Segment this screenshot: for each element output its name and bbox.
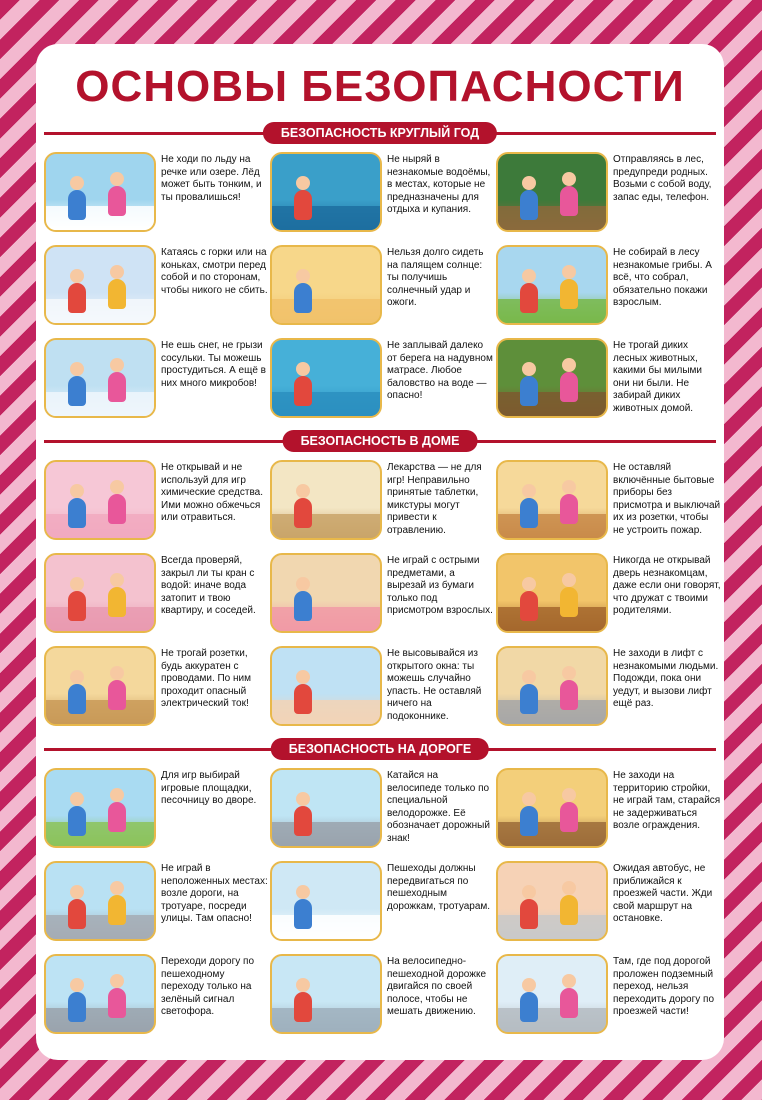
child-figure (520, 992, 538, 1022)
tip-text: Не играй в неположенных местах: возле дороги, на тротуаре, посреди улицы. Там опасно! (161, 863, 268, 924)
tip-item (270, 768, 492, 854)
child-figure (68, 283, 86, 313)
child-figure (68, 684, 86, 714)
forest-hike-picture (496, 152, 608, 232)
illustration-ground (46, 299, 154, 323)
tip-text: Не ходи по льду на речке или озере. Лёд может быть тонким, и ты провалишься! (161, 154, 262, 203)
tip-item (496, 152, 718, 238)
illustration-ground (498, 392, 606, 416)
illustration-ground (46, 915, 154, 939)
child-figure (108, 279, 126, 309)
child-figure (108, 988, 126, 1018)
child-figure (68, 376, 86, 406)
child-figure (560, 895, 578, 925)
section-label: БЕЗОПАСНОСТЬ КРУГЛЫЙ ГОД (263, 122, 497, 144)
tip-item (44, 245, 266, 331)
section-label: БЕЗОПАСНОСТЬ В ДОМЕ (283, 430, 478, 452)
tip-text: На велосипедно-пешеходной дорожке двигайся по своей полосе, чтобы не мешать движению. (387, 956, 486, 1017)
child-figure (520, 283, 538, 313)
tip-text: Не ныряй в незнакомые водоёмы, в местах, которые не предназначены для отдыха и купания. (387, 154, 491, 215)
tip-item (270, 152, 492, 238)
illustration-ground (498, 915, 606, 939)
underpass-picture (496, 954, 608, 1034)
bus-stop-picture (496, 861, 608, 941)
child-figure (294, 376, 312, 406)
illustration-ground (46, 822, 154, 846)
tip-text: Не трогай розетки, будь аккуратен с проводами. По ним проходит опасный электрический ток! (161, 648, 252, 709)
tip-text: Отправляясь в лес, предупреди родных. Возьми с собой воду, запас еды, телефон. (613, 154, 712, 203)
scissors-picture (270, 553, 382, 633)
child-figure (520, 899, 538, 929)
child-figure (560, 802, 578, 832)
tip-text: Не заходи в лифт с незнакомыми людьми. Подожди, пока они уедут, и вызови лифт ещё раз. (613, 648, 719, 709)
child-figure (68, 498, 86, 528)
illustration-ground (272, 392, 380, 416)
child-figure (108, 494, 126, 524)
child-figure (294, 591, 312, 621)
illustration-ground (46, 392, 154, 416)
tip-item (270, 861, 492, 947)
illustration-ground (272, 299, 380, 323)
child-figure (520, 498, 538, 528)
child-figure (68, 899, 86, 929)
mushroom-picture (496, 245, 608, 325)
child-figure (294, 992, 312, 1022)
illustration-ground (46, 1008, 154, 1032)
tip-text: Для игр выбирай игровые площадки, песочницу во дворе. (161, 770, 257, 806)
cycle-lane-picture (270, 954, 382, 1034)
tip-item (270, 954, 492, 1040)
illustration-ground (46, 206, 154, 230)
window-picture (270, 646, 382, 726)
ice-skating-picture (44, 152, 156, 232)
tip-text: Не собирай в лесу незнакомые грибы. А всё, что собрал, обязательно покажи взрослым. (613, 247, 712, 308)
child-figure (294, 283, 312, 313)
illustration-ground (46, 514, 154, 538)
child-figure (294, 190, 312, 220)
snow-eating-picture (44, 338, 156, 418)
construction-picture (496, 768, 608, 848)
illustration-ground (498, 514, 606, 538)
child-figure (294, 498, 312, 528)
crosswalk-picture (44, 954, 156, 1034)
socket-picture (44, 646, 156, 726)
illustration-ground (272, 607, 380, 631)
air-mattress-picture (270, 338, 382, 418)
tip-item (496, 954, 718, 1040)
sledding-picture (44, 245, 156, 325)
tip-item (270, 245, 492, 331)
section-header-home (44, 430, 716, 452)
tip-item (44, 646, 266, 732)
diving-picture (270, 152, 382, 232)
illustration-ground (498, 206, 606, 230)
tip-text: Никогда не открывай дверь незнакомцам, даже если они говорят, что дружат с твоими родителями. (613, 555, 721, 616)
tip-text: Лекарства — не для игр! Неправильно принятые таблетки, микстуры могут привести к отравлению. (387, 462, 482, 536)
tip-item (270, 553, 492, 639)
tip-item (44, 861, 266, 947)
medicine-picture (270, 460, 382, 540)
tip-text: Не играй с острыми предметами, а вырезай из бумаги только под присмотром взрослых. (387, 555, 493, 616)
tip-item (44, 768, 266, 854)
section-label: БЕЗОПАСНОСТЬ НА ДОРОГЕ (271, 738, 489, 760)
child-figure (560, 279, 578, 309)
child-figure (108, 587, 126, 617)
illustration-ground (498, 822, 606, 846)
tip-item (496, 460, 721, 546)
elevator-picture (496, 646, 608, 726)
child-figure (68, 992, 86, 1022)
tip-text: Ожидая автобус, не приближайся к проезжей части. Жди свой маршрут на остановке. (613, 863, 713, 924)
child-figure (108, 680, 126, 710)
tip-item (44, 553, 266, 639)
road-ball-picture (44, 861, 156, 941)
tip-text: Не заплывай далеко от берега на надувном матрасе. Любое баловство на воде — опасно! (387, 340, 493, 401)
tip-text: Там, где под дорогой проложен подземный переход, нельзя переходить дорогу по проезжей части! (613, 956, 715, 1017)
tip-text: Не ешь снег, не грызи сосульки. Ты можешь простудиться. А ещё в них много микробов! (161, 340, 266, 389)
child-figure (520, 806, 538, 836)
tip-item (270, 646, 492, 732)
tip-text: Не открывай и не используй для игр химические средства. Ими можно обжечься или отравиться. (161, 462, 263, 523)
section-header-year-round (44, 122, 716, 144)
tip-item (496, 338, 718, 424)
page-title: ОСНОВЫ БЕЗОПАСНОСТИ (75, 62, 685, 111)
illustration-ground (272, 1008, 380, 1032)
illustration-ground (46, 607, 154, 631)
tip-text: Пешеходы должны передвигаться по пешеходным дорожкам, тротуарам. (387, 863, 491, 912)
tip-item (44, 152, 266, 238)
child-figure (108, 895, 126, 925)
iron-picture (496, 460, 608, 540)
chemicals-picture (44, 460, 156, 540)
tip-item (270, 338, 492, 424)
poster-card (36, 44, 724, 1060)
tip-item (44, 460, 266, 546)
tip-text: Всегда проверяй, закрыл ли ты кран с водой: иначе вода затопит и твою квартиру, и соседей. (161, 555, 256, 616)
tip-item (270, 460, 492, 546)
child-figure (560, 186, 578, 216)
illustration-ground (498, 299, 606, 323)
section-header-road (44, 738, 716, 760)
door-stranger-picture (496, 553, 608, 633)
illustration-ground (272, 514, 380, 538)
playground-picture (44, 768, 156, 848)
child-figure (560, 494, 578, 524)
tip-text: Нельзя долго сидеть на палящем солнце: ты получишь солнечный удар и ожоги. (387, 247, 484, 308)
illustration-ground (272, 822, 380, 846)
child-figure (560, 988, 578, 1018)
tip-item (44, 338, 266, 424)
child-figure (520, 591, 538, 621)
child-figure (560, 587, 578, 617)
tip-item (496, 553, 721, 639)
tip-text: Не заходи на территорию стройки, не играй там, старайся не задерживаться возле ограждения. (613, 770, 721, 831)
tip-text: Не трогай диких лесных животных, какими бы милыми они ни были. Не забирай диких животных домой. (613, 340, 702, 414)
child-figure (520, 190, 538, 220)
tip-item (496, 768, 721, 854)
wild-animal-picture (496, 338, 608, 418)
child-figure (520, 684, 538, 714)
illustration-ground (272, 700, 380, 724)
child-figure (108, 186, 126, 216)
child-figure (68, 591, 86, 621)
bike-path-picture (270, 768, 382, 848)
illustration-ground (498, 607, 606, 631)
child-figure (294, 899, 312, 929)
child-figure (108, 372, 126, 402)
tip-item (44, 954, 266, 1040)
child-figure (560, 372, 578, 402)
child-figure (560, 680, 578, 710)
sidewalk-picture (270, 861, 382, 941)
child-figure (520, 376, 538, 406)
tip-item (496, 245, 718, 331)
illustration-ground (498, 1008, 606, 1032)
tip-text: Не оставляй включённые бытовые приборы без присмотра и выключай их из розетки, чтобы не устроить пожар. (613, 462, 721, 536)
child-figure (294, 684, 312, 714)
child-figure (68, 806, 86, 836)
child-figure (68, 190, 86, 220)
tip-text: Не высовывайся из открытого окна: ты можешь случайно упасть. Не оставляй ничего на подоконнике. (387, 648, 482, 722)
tip-text: Переходи дорогу по пешеходному переходу только на зелёный сигнал светофора. (161, 956, 255, 1017)
tip-text: Катаясь с горки или на коньках, смотри перед собой и по сторонам, чтобы никого не сбить. (161, 247, 268, 296)
tip-item (496, 861, 718, 947)
tip-item (496, 646, 718, 732)
sunbathing-picture (270, 245, 382, 325)
child-figure (294, 806, 312, 836)
illustration-ground (46, 700, 154, 724)
illustration-ground (498, 700, 606, 724)
child-figure (108, 802, 126, 832)
bath-tap-picture (44, 553, 156, 633)
tip-text: Катайся на велосипеде только по специальной велодорожке. Её обозначает дорожный знак! (387, 770, 490, 844)
illustration-ground (272, 206, 380, 230)
illustration-ground (272, 915, 380, 939)
